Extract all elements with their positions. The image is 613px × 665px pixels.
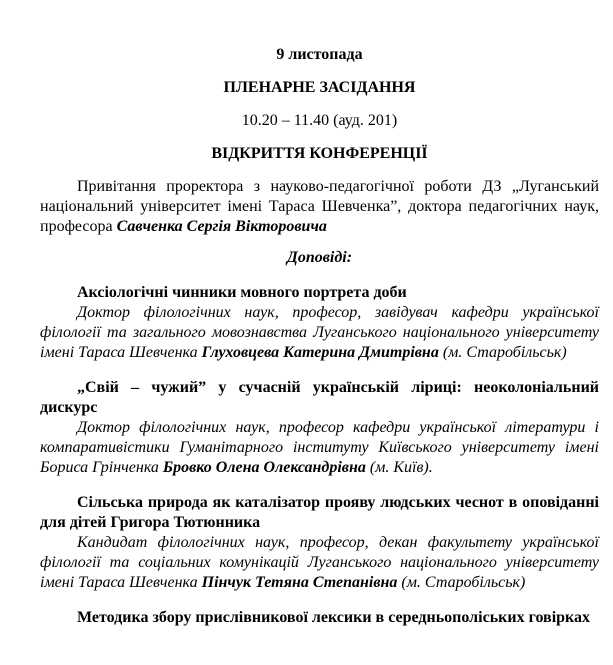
- report-speaker-paragraph: [40, 303, 599, 363]
- report-title: Аксіологічні чинники мовного портрета доби: [77, 284, 407, 301]
- program-header: [40, 45, 599, 164]
- speaker-credentials: Доктор філологічних наук, професор кафедри української літератури і компаративістики Гуманітарного інституту Київського університету імені Бориса Грінченка: [40, 419, 599, 476]
- reports-label: Доповіді:: [286, 249, 353, 266]
- report-item: [40, 493, 599, 593]
- greeting-text: Привітання проректора з науково-педагогічної роботи ДЗ „Луганський національний університет імені Тараса Шевченка”, доктора педагогічних наук, професора: [40, 178, 599, 235]
- session-time-room: 10.20 – 11.40 (ауд. 201): [241, 112, 398, 129]
- report-speaker-paragraph: [40, 418, 599, 478]
- report-item: [40, 608, 599, 628]
- speaker-city: (м. Старобільськ): [438, 344, 567, 361]
- report-item: [40, 283, 599, 363]
- report-title: Сільська природа як каталізатор прояву людських чеснот в оповіданні для дітей Григора Тютюнника: [40, 494, 599, 531]
- report-title: „Свій – чужий” у сучасній українській ліриці: неоколоніальний дискурс: [40, 379, 599, 416]
- speaker-city: (м. Київ).: [365, 459, 433, 476]
- speaker-name: Пінчук Тетяна Степанівна: [201, 574, 398, 591]
- report-item: [40, 378, 599, 478]
- speaker-name: Бровко Олена Олександрівна: [162, 459, 366, 476]
- report-speaker-paragraph: [40, 533, 599, 593]
- conference-date: 9 листопада: [276, 46, 363, 63]
- speaker-credentials: Кандидат філологічних наук, професор, декан факультету української філології та соціальних комунікацій Луганського національного університету імені Тараса Шевченка: [40, 534, 599, 591]
- conference-opening-heading: ВІДКРИТТЯ КОНФЕРЕНЦІЇ: [211, 145, 428, 162]
- speaker-credentials: Доктор філологічних наук, професор, завідувач кафедри української філології та загального мовознавства Луганського національного університету імені Тараса Шевченка: [40, 304, 599, 361]
- report-title: Методика збору прислівникової лексики в середньополіських говірках: [77, 609, 591, 626]
- plenary-session-heading: ПЛЕНАРНЕ ЗАСІДАННЯ: [223, 79, 416, 96]
- greeting-paragraph: [40, 177, 599, 237]
- speaker-name: Глуховцева Катерина Дмитрівна: [201, 344, 439, 361]
- speaker-city: (м. Старобільськ): [397, 574, 526, 591]
- rector-name: Савченка Сергія Вікторовича: [116, 218, 327, 235]
